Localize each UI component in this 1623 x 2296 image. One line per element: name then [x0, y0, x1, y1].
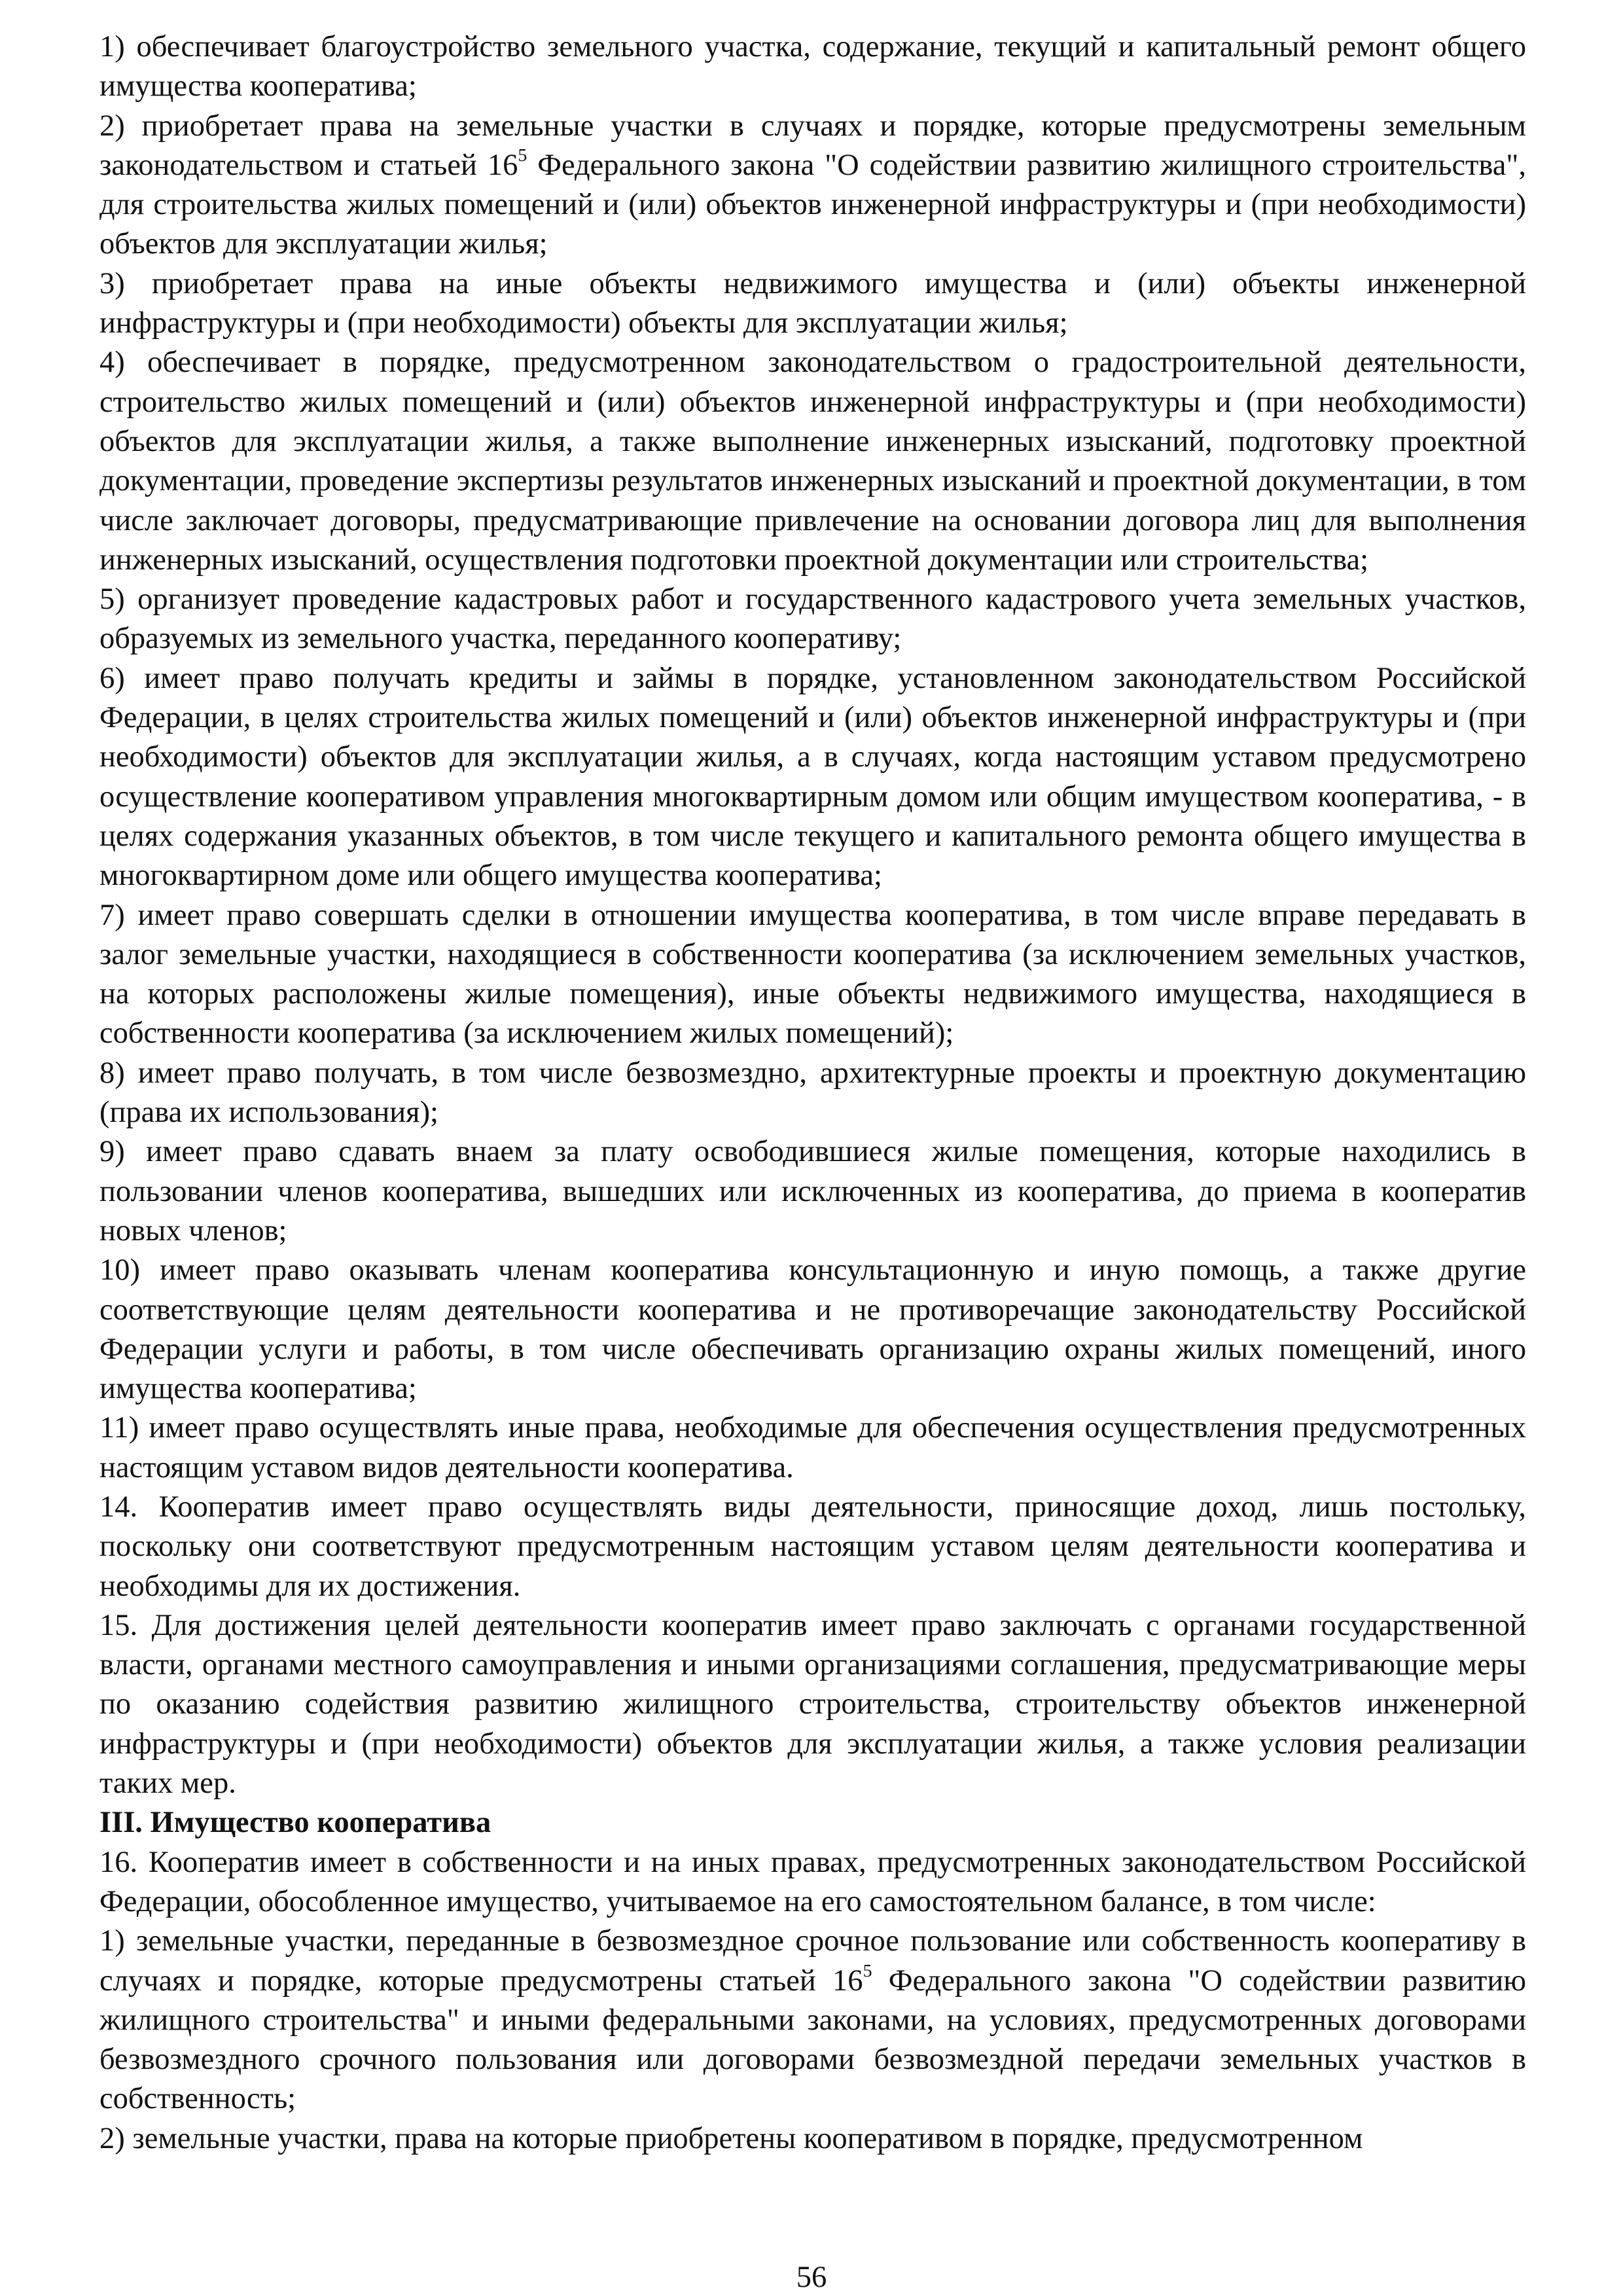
item-9: 9) имеет право сдавать внаем за плату освободившиеся жилые помещения, которые находились в пользовании членов кооператива, вышедших или исключенных из кооператива, до приема в кооператив новых членов;: [99, 1135, 1526, 1247]
clause-15: 15. Для достижения целей деятельности кооператив имеет право заключать с органами государственной власти, органами местного самоуправления и иными организациями соглашения, предусматривающие меры по оказанию содействия развитию жилищного строительства, строительству объектов инженерной инфраструктуры и (при необходимости) объектов для эксплуатации жилья, а также условия реализации таких мер.: [99, 1608, 1526, 1801]
item-2-text-end: Федерального закона "О содействии развитию жилищного строительства", для строительства жилых помещений и (или) объектов инженерной инфраструктуры и (при необходимости) объектов для эксплуатации жилья;: [99, 148, 1526, 261]
clause-16-item-1-superscript: 5: [863, 1960, 872, 1981]
clause-16-item-1-text-end: Федерального закона "О содействии развитию жилищного строительства" и иными федеральными законами, на условиях, предусмотренных договорами безвозмездного срочного пользования или договорами безвозмездной передачи земельных участков в собственность;: [99, 1964, 1526, 2116]
item-2: [99, 107, 1526, 264]
item-11: 11) имеет право осуществлять иные права, необходимые для обеспечения осуществления предусмотренных настоящим уставом видов деятельности кооператива.: [99, 1411, 1526, 1484]
item-2-text: 2) приобретает права на земельные участки в случаях и порядке, которые предусмотрены земельным законодательством и статьей 16: [99, 109, 1526, 182]
clause-16-item-2: 2) земельные участки, права на которые приобретены кооперативом в порядке, предусмотренном: [99, 2121, 1363, 2155]
item-2-superscript: 5: [518, 145, 527, 166]
item-3: 3) приобретает права на иные объекты недвижимого имущества и (или) объекты инженерной инфраструктуры и (при необходимости) объекты для эксплуатации жилья;: [99, 266, 1526, 340]
item-7: 7) имеет право совершать сделки в отношении имущества кооператива, в том числе вправе передавать в залог земельные участки, находящиеся в собственности кооператива (за исключением земельных участков, на которых расположены жилые помещения), иные объекты недвижимого имущества, находящиеся в собственности кооператива (за исключением жилых помещений);: [99, 898, 1526, 1050]
item-4: 4) обеспечивает в порядке, предусмотренном законодательством о градостроительной деятельности, строительство жилых помещений и (или) объектов инженерной инфраструктуры и (при необходимости) объектов для эксплуатации жилья, а также выполнение инженерных изысканий, подготовку проектной документации, проведение экспертизы результатов инженерных изысканий и проектной документации, в том числе заключает договоры, предусматривающие привлечение на основании договора лиц для выполнения инженерных изысканий, осуществления подготовки проектной документации или строительства;: [99, 346, 1526, 577]
clause-16-item-1: [99, 1922, 1526, 2119]
item-1: 1) обеспечивает благоустройство земельного участка, содержание, текущий и капитальный ремонт общего имущества кооператива;: [99, 30, 1526, 103]
page-number: 56: [796, 2261, 827, 2294]
item-8: 8) имеет право получать, в том числе безвозмездно, архитектурные проекты и проектную документацию (права их использования);: [99, 1056, 1526, 1130]
section-heading: III. Имущество кооператива: [99, 1806, 491, 1840]
document-page: [99, 27, 1526, 2214]
item-10: 10) имеет право оказывать членам кооператива консультационную и иную помощь, а также другие соответствующие целям деятельности кооператива и не противоречащие законодательству Российской Федерации услуги и работы, в том числе обеспечивать организацию охраны жилых помещений, иного имущества кооператива;: [99, 1253, 1526, 1406]
item-5: 5) организует проведение кадастровых работ и государственного кадастрового учета земельных участков, образуемых из земельного участка, переданного кооперативу;: [99, 583, 1526, 656]
item-6: 6) имеет право получать кредиты и займы в порядке, установленном законодательством Российской Федерации, в целях строительства жилых помещений и (или) объектов инженерной инфраструктуры и (при необходимости) объектов для эксплуатации жилья, а в случаях, когда настоящим уставом предусмотрено осуществление кооперативом управления многоквартирным домом или общим имуществом кооператива, - в целях содержания указанных объектов, в том числе текущего и капитального ремонта общего имущества в многоквартирном доме или общего имущества кооператива;: [99, 661, 1526, 893]
clause-16: 16. Кооператив имеет в собственности и на иных правах, предусмотренных законодательством Российской Федерации, обособленное имущество, учитываемое на его самостоятельном балансе, в том числе:: [99, 1845, 1526, 1918]
clause-14: 14. Кооператив имеет право осуществлять виды деятельности, приносящие доход, лишь постольку, поскольку они соответствуют предусмотренным настоящим уставом целям деятельности кооператива и необходимы для их достижения.: [99, 1490, 1526, 1603]
clause-16-item-1-text: 1) земельные участки, переданные в безвозмездное срочное пользование или собственность кооперативу в случаях и порядке, которые предусмотрены статьей 16: [99, 1924, 1526, 1998]
